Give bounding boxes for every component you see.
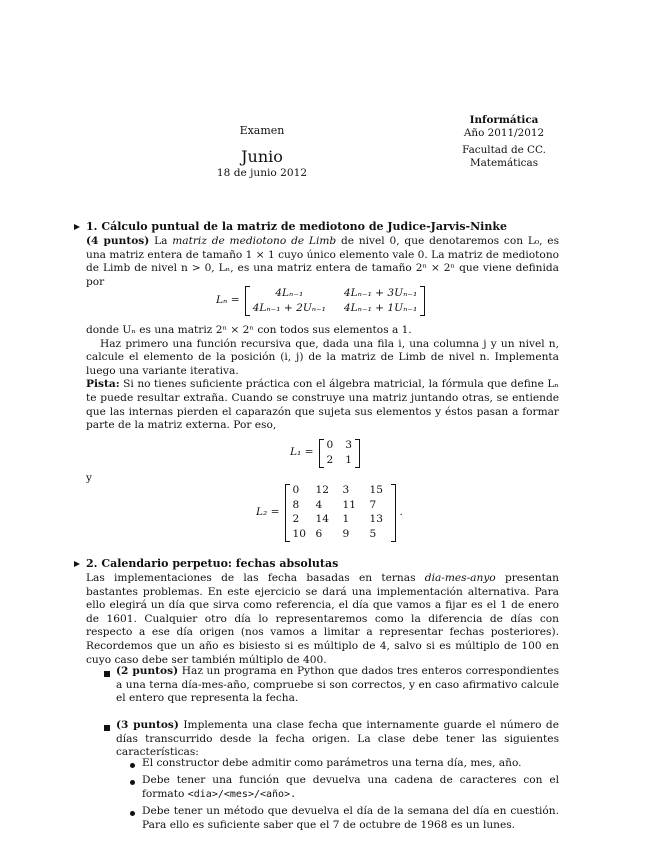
sub2-text-a: Debe tener una función que devuelva una cadena de caracteres con el formato <box>142 774 559 800</box>
hint-label: Pista: <box>86 378 120 391</box>
l2-period: . <box>399 505 403 518</box>
item2-points: (3 puntos) <box>116 719 179 731</box>
l1-equation <box>290 438 360 468</box>
l1-cell: 0 <box>326 439 334 451</box>
item1-text <box>116 665 559 706</box>
l2-cell: 10 <box>292 527 307 540</box>
l2-equation <box>256 483 403 542</box>
sub-item-1: El constructor debe admitir como parámetros una terna día, mes, año. <box>142 757 522 769</box>
format-code: <dia>/<mes>/<año>. <box>187 788 297 800</box>
exam-session: Junio <box>241 146 283 166</box>
l1-cell: 2 <box>326 453 334 466</box>
sub-item-2 <box>142 774 559 801</box>
l1-lhs: L₁ = <box>290 446 314 459</box>
intro-emphasis: matriz de mediotono de Limb <box>172 235 337 247</box>
intro-text-a: La <box>154 235 168 247</box>
institution-block <box>449 114 559 171</box>
section1-cont <box>86 324 559 433</box>
section2-heading: 2. Calendario perpetuo: fechas absolutas <box>74 557 338 571</box>
round-bullet-icon <box>130 780 135 785</box>
l2-cell: 13 <box>369 513 384 526</box>
section2-intro <box>86 572 559 667</box>
l2-matrix <box>290 483 391 542</box>
l1-cell: 1 <box>345 453 353 466</box>
section-arrow-icon <box>74 561 80 567</box>
l2-cell: 6 <box>315 527 323 540</box>
l1-cell: 3 <box>345 439 353 451</box>
hint-text: Si no tienes suficiente práctica con el álgebra matricial, la fórmula que define Lₙ te puede resultar extraña. Cuando se construye una matriz juntando otras, se entiende que las internas pierden el caparazón que sujeta sus elementos y éstos pasan a formar parte de la matriz externa. Por eso, <box>86 378 559 432</box>
exam-type: Examen <box>239 124 285 137</box>
ln-cell: 4Lₙ₋₁ + 1Uₙ₋₁ <box>343 301 418 314</box>
s2-intro-a: Las implementaciones de las fecha basadas en ternas <box>86 572 416 584</box>
ln-cell: 4Lₙ₋₁ + 3Uₙ₋₁ <box>343 287 418 299</box>
section2-body <box>86 572 559 667</box>
section-arrow-icon <box>74 224 80 230</box>
exam-date: 18 de junio 2012 <box>216 167 308 180</box>
s2-intro-emphasis: dia-mes-anyo <box>424 572 496 584</box>
department: Informática <box>469 114 539 126</box>
task-text: Haz primero una función recursiva que, dada una fila i, una columna j y un nivel n, calcule el elemento de la posición (i, j) de la matriz de Limb de nivel n. Implementa luego una variante iterativa. <box>86 337 559 377</box>
and-word: y <box>86 472 92 484</box>
round-bullet-icon <box>130 763 135 768</box>
ln-lhs: Lₙ = <box>216 294 240 307</box>
ln-cell: 4Lₙ₋₁ + 2Uₙ₋₁ <box>252 301 326 314</box>
l2-cell: 14 <box>315 513 330 526</box>
round-bullet-icon <box>130 811 135 816</box>
l2-cell: 4 <box>315 498 323 511</box>
l2-cell: 8 <box>292 498 300 511</box>
l2-cell: 1 <box>342 513 350 526</box>
l2-cell: 11 <box>342 498 357 511</box>
item2 <box>116 719 559 760</box>
section1-heading: 1. Cálculo puntual de la matriz de mediotono de Judice-Jarvis-Ninke <box>74 220 507 234</box>
item1-points: (2 puntos) <box>116 665 179 677</box>
after-equation: donde Uₙ es una matriz 2ⁿ × 2ⁿ con todos sus elementos a 1. <box>86 324 412 336</box>
section1-points: (4 puntos) <box>86 235 150 247</box>
l2-cell: 3 <box>342 484 350 496</box>
ln-matrix <box>250 286 421 316</box>
right-bracket <box>391 484 396 542</box>
academic-year: Año 2011/2012 <box>463 127 545 140</box>
l1-matrix <box>324 438 356 468</box>
sub2-text <box>142 774 559 801</box>
l2-cell: 0 <box>292 484 300 496</box>
l2-cell: 15 <box>369 484 384 496</box>
item1 <box>116 665 559 706</box>
hint-paragraph <box>86 378 559 432</box>
square-bullet-icon <box>104 671 110 677</box>
exam-title-block <box>200 124 324 181</box>
faculty-line2: Matemáticas <box>469 157 539 170</box>
sub-item-3: Debe tener un método que devuelva el día de la semana del día en cuestión. Para ello es suficiente saber que el 7 de octubre de 1968 es un lunes. <box>142 805 559 831</box>
right-bracket <box>420 286 425 316</box>
item2-body: Implementa una clase fecha que internamente guarde el número de días transcurrido desde la fecha origen. La clase debe tener las siguientes características: <box>116 719 559 759</box>
l2-cell: 2 <box>292 513 300 526</box>
ln-cell: 4Lₙ₋₁ <box>275 287 304 299</box>
item1-body: Haz un programa en Python que dados tres enteros correspondientes a una terna día-mes-año, compruebe si son correctos, y en caso afirmativo calcule el entero que representa la fecha. <box>116 665 560 705</box>
section1-body <box>86 235 559 289</box>
s2-intro-b: presentan bastantes problemas. En este ejercicio se dará una implementación alternativa. Para ello elegirá un día que sirva como referencia, el día que vamos a fijar es el 1 de enero de 1601. Cualquier otro día lo representaremos como la diferencia de días con respecto a ese día origen (nos vamos a limitar a representar fechas posteriores). Recordemos que un año es bisiesto si es múltiplo de 4, salvo si es múltiplo de 100 en cuyo caso debe ser también múltiplo de 400. <box>86 572 559 666</box>
l2-cell: 9 <box>342 527 350 540</box>
section1-intro <box>86 235 559 289</box>
ln-equation <box>216 286 425 316</box>
square-bullet-icon <box>104 725 110 731</box>
l2-cell: 12 <box>315 484 330 496</box>
faculty-line1: Facultad de CC. <box>462 143 546 156</box>
right-bracket <box>355 439 360 468</box>
l2-cell: 7 <box>369 498 377 511</box>
intro-text-b: de nivel 0, que denotaremos con L₀, es una matriz entera de tamaño 1 × 1 cuyo único elemento vale 0. La matriz de mediotono de Limb de nivel n > 0, Lₙ, es una matriz entera de tamaño 2ⁿ × 2ⁿ que viene definida por <box>86 235 560 288</box>
item2-text <box>116 719 559 760</box>
l2-cell: 5 <box>369 527 377 540</box>
l2-lhs: L₂ = <box>256 505 280 518</box>
